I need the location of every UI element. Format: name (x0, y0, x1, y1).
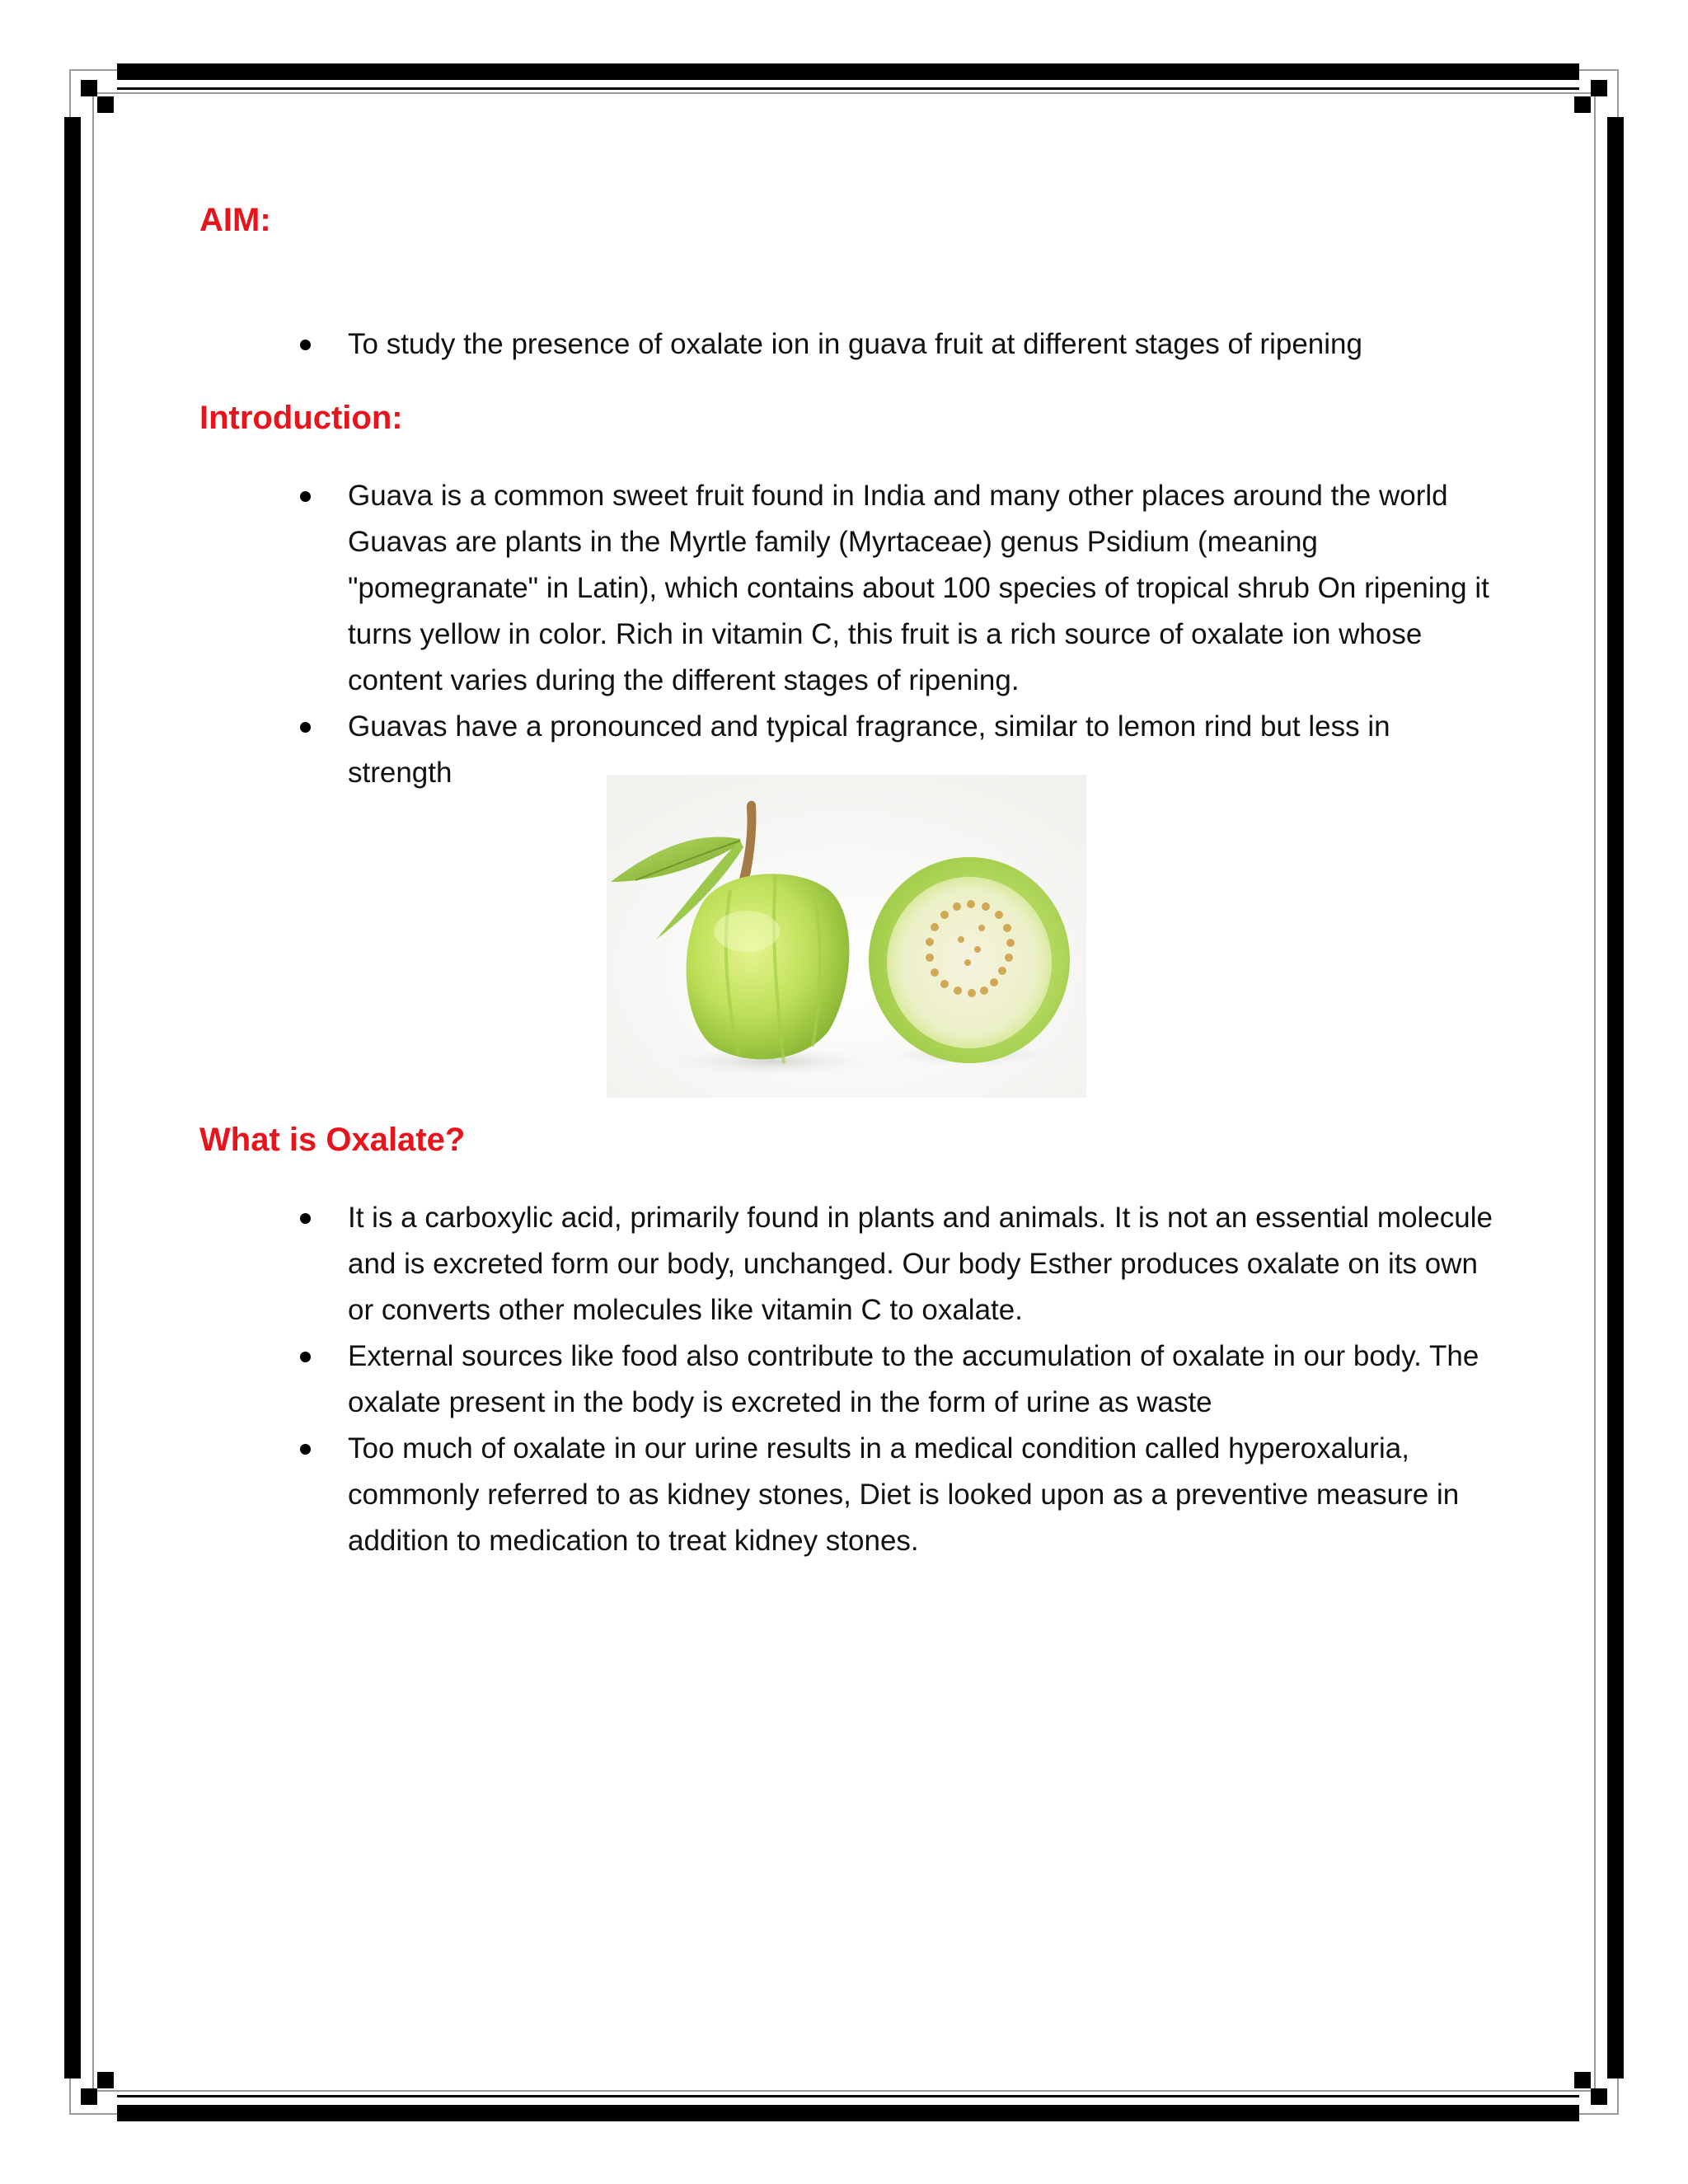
border-corner (1574, 2072, 1591, 2088)
bullet-icon (300, 491, 311, 502)
bullet-icon (300, 340, 311, 350)
list-item (199, 1195, 1502, 1333)
page-border-right (1607, 117, 1624, 2079)
border-corner (1591, 80, 1607, 96)
oxalate-list (199, 1195, 1502, 1564)
aim-heading: AIM: (199, 202, 271, 238)
aim-text: To study the presence of oxalate ion in guava fruit at different stages of ripening (348, 328, 1362, 360)
border-corner (81, 80, 97, 96)
border-corner (1591, 2088, 1607, 2105)
aim-list (199, 321, 1502, 368)
bullet-icon (300, 1444, 311, 1455)
list-item (199, 473, 1502, 704)
page-border-bottom (117, 2105, 1579, 2121)
border-corner (81, 2088, 97, 2105)
introduction-text: Guavas have a pronounced and typical fragrance, similar to lemon rind but less in strength (348, 710, 1390, 789)
bullet-icon (300, 1213, 311, 1224)
border-corner (97, 96, 114, 113)
introduction-heading: Introduction: (199, 400, 403, 436)
list-item (199, 321, 1502, 368)
page-border-top (117, 63, 1579, 80)
page-border-bottom-rule (117, 2095, 1579, 2097)
border-corner (1574, 96, 1591, 113)
page-border-left (64, 117, 81, 2079)
introduction-list (199, 473, 1502, 796)
bullet-icon (300, 1352, 311, 1362)
introduction-text: Guava is a common sweet fruit found in India and many other places around the world Guavas are plants in the Myrtle family (Myrtaceae) genus Psidium (meaning "pomegranate" in Latin), which contains about 100 species of tropical shrub On ripening it turns yellow in color. Rich in vitamin C, this fruit is a rich source of oxalate ion whose content varies during the different stages of ripening. (348, 480, 1489, 696)
border-corner (97, 2072, 114, 2088)
guava-image (607, 775, 1086, 1098)
page-border-top-rule (117, 87, 1579, 90)
list-item (199, 1333, 1502, 1426)
document-body (199, 198, 1502, 1564)
list-item (199, 1426, 1502, 1564)
bullet-icon (300, 722, 311, 733)
oxalate-heading: What is Oxalate? (199, 1122, 466, 1158)
oxalate-text: Too much of oxalate in our urine results in a medical condition called hyperoxaluria, commonly referred to as kidney stones, Diet is looked upon as a preventive measure in addition to medication to treat kidney stones. (348, 1432, 1460, 1557)
oxalate-text: External sources like food also contribute to the accumulation of oxalate in our body. The oxalate present in the body is excreted in the form of urine as waste (348, 1340, 1479, 1418)
oxalate-text: It is a carboxylic acid, primarily found in plants and animals. It is not an essential molecule and is excreted form our body, unchanged. Our body Esther produces oxalate on its own or converts other molecules like vitamin C to oxalate. (348, 1202, 1493, 1326)
